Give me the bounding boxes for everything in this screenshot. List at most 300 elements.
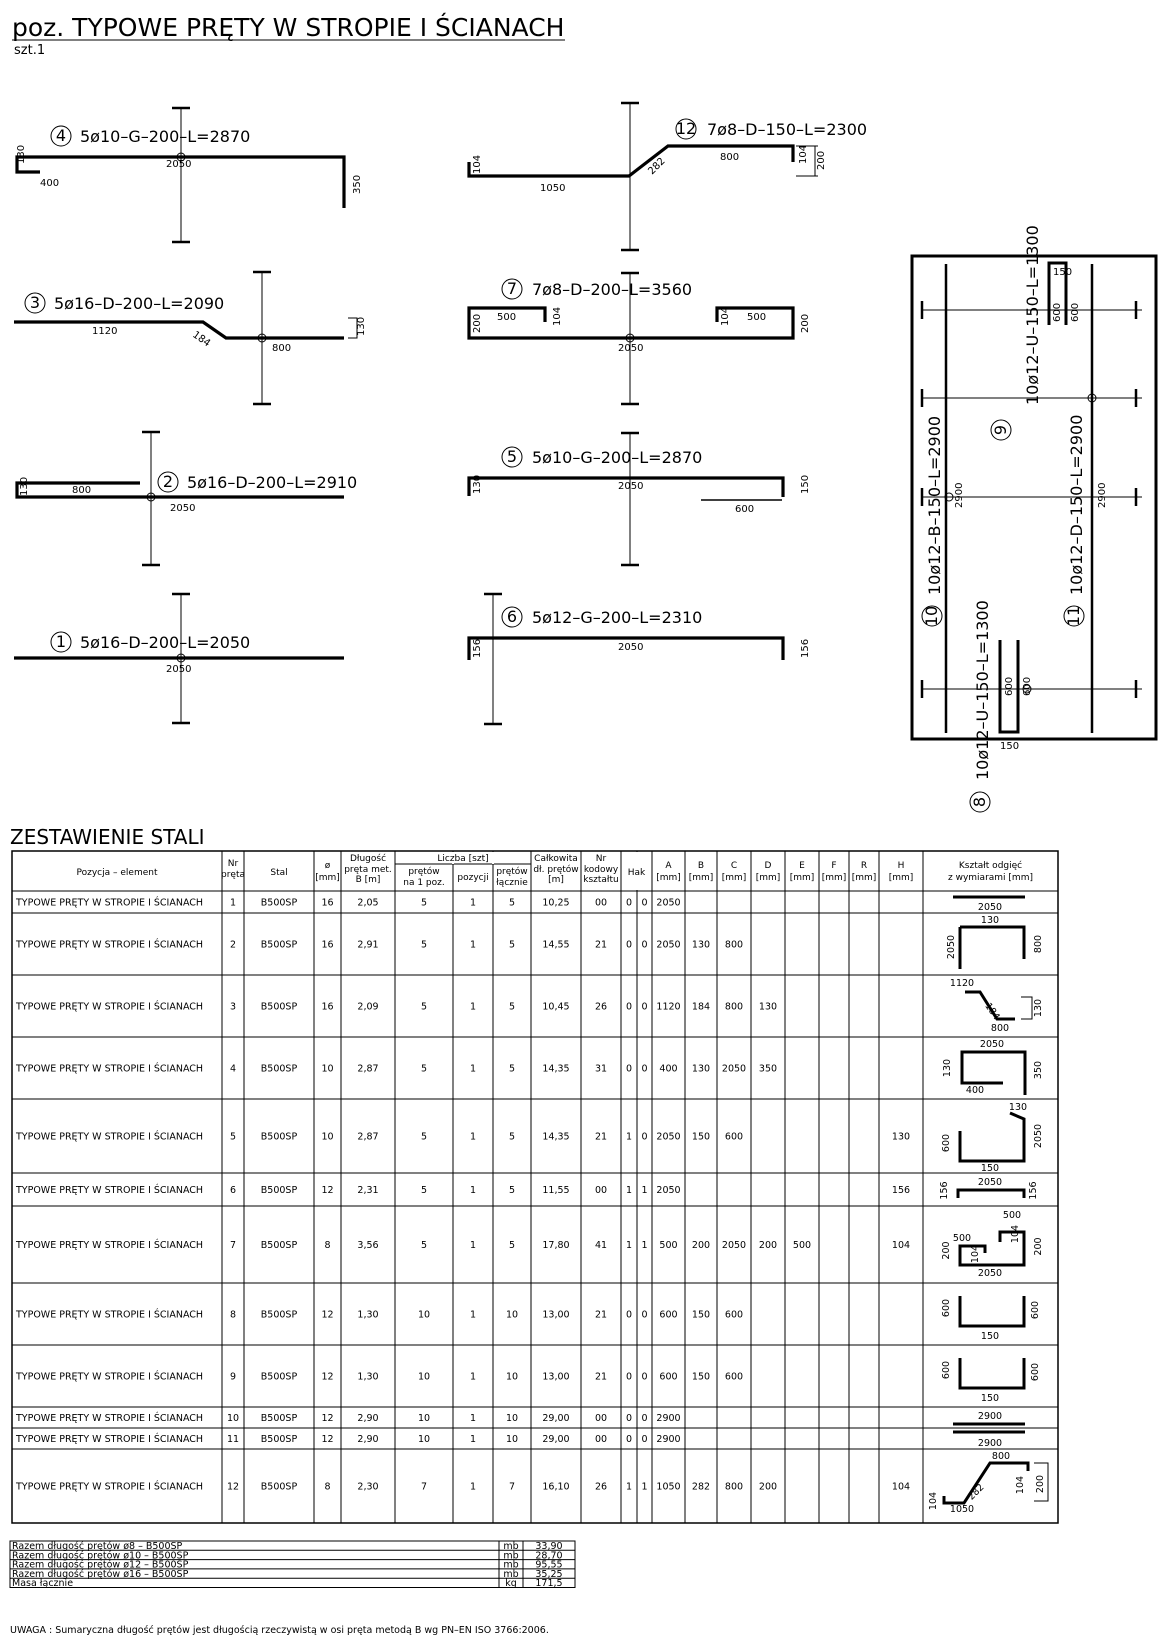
table-cell-text: Kształt odgięć bbox=[958, 861, 1023, 871]
bar-9-label: 10ø12–U–150–L=1300 bbox=[1023, 225, 1042, 405]
shape-dim: 600 bbox=[1030, 1362, 1041, 1382]
table-cell-text: 800 bbox=[724, 939, 744, 951]
table-cell-text: B500SP bbox=[260, 1434, 298, 1445]
bar-10-label: 10ø12–B–150–L=2900 bbox=[925, 415, 944, 595]
table-row bbox=[15, 915, 1044, 969]
table-cell-text: 5 bbox=[420, 939, 428, 951]
bar-5-label: 5ø10–G–200–L=2870 bbox=[532, 448, 703, 467]
summary-label: Razem długość prętów ø16 – B500SP bbox=[12, 1568, 189, 1580]
table-cell-text: 1 bbox=[229, 897, 237, 909]
table-cell-text: 400 bbox=[659, 1063, 678, 1075]
bar-12-dim: 1050 bbox=[540, 183, 566, 194]
table-cell-text: 5 bbox=[508, 1240, 516, 1251]
table-cell-text: 13,00 bbox=[542, 1371, 570, 1383]
bar-7-dim: 200 bbox=[800, 313, 811, 333]
table-cell-text: kształtu bbox=[583, 875, 619, 885]
table-row bbox=[15, 897, 1025, 914]
bar-10-dim: 2900 bbox=[954, 482, 965, 508]
table-cell-text: 150 bbox=[691, 1371, 711, 1383]
table-cell-text: B500SP bbox=[260, 897, 298, 909]
bar-3-dim: 130 bbox=[356, 316, 367, 336]
table-cell-text: 21 bbox=[594, 1371, 608, 1383]
table-cell-text: [mm] bbox=[315, 873, 340, 883]
table-cell-text: 2050 bbox=[656, 1131, 681, 1143]
table-cell-text: 0 bbox=[641, 1371, 648, 1383]
table-cell-text: B bbox=[697, 861, 705, 871]
table-cell-text: 1 bbox=[625, 1481, 633, 1493]
table-cell-text: 2,90 bbox=[357, 1413, 379, 1424]
table-cell-text: prętów bbox=[408, 867, 440, 877]
table-cell-text: [mm] bbox=[821, 873, 847, 883]
summary-unit: mb bbox=[503, 1568, 519, 1580]
shape-dim: 2050 bbox=[946, 934, 957, 960]
table-cell-text: 8 bbox=[324, 1481, 331, 1493]
table-cell-text: D bbox=[764, 861, 772, 871]
table-cell-text: TYPOWE PRĘTY W STROPIE I ŚCIANACH bbox=[16, 1185, 204, 1196]
table-cell-text: 6 bbox=[229, 1185, 237, 1196]
table-cell-text: 10 bbox=[505, 1413, 519, 1424]
table-cell-text: 0 bbox=[641, 1001, 648, 1013]
table-cell-text: Stal bbox=[270, 868, 288, 878]
table-cell-text: 10 bbox=[505, 1434, 519, 1445]
shape-dim: 2050 bbox=[979, 1039, 1005, 1050]
table-cell-text: 0 bbox=[641, 1309, 648, 1321]
table-cell-text: B500SP bbox=[260, 1371, 298, 1383]
shape-dim: 800 bbox=[990, 1023, 1010, 1034]
table-cell-text: kodowy bbox=[583, 865, 619, 875]
shape-dim: 800 bbox=[991, 1451, 1011, 1462]
table-cell-text: 00 bbox=[594, 1434, 608, 1445]
table-cell-text: 0 bbox=[625, 1371, 633, 1383]
table-cell-text: 1 bbox=[469, 1309, 477, 1321]
bar-2-dim: 800 bbox=[72, 485, 92, 496]
bar-3-number: 3 bbox=[29, 293, 41, 312]
table-row bbox=[15, 1210, 1044, 1279]
table-cell-text: 2,90 bbox=[357, 1434, 379, 1445]
table-cell-text: 5 bbox=[508, 1185, 516, 1196]
table-cell-text: 2,87 bbox=[357, 1063, 379, 1075]
bar-12-label: 7ø8–D–150–L=2300 bbox=[707, 120, 868, 139]
table-cell-text: 350 bbox=[758, 1063, 778, 1075]
bar-5-number: 5 bbox=[506, 447, 518, 466]
shape-dim: 130 bbox=[1033, 998, 1044, 1018]
bar-3-label: 5ø16–D–200–L=2090 bbox=[54, 294, 225, 313]
bar-12-dim: 104 bbox=[472, 154, 483, 174]
summary-value: 171,5 bbox=[535, 1578, 563, 1590]
bar-5-dim: 150 bbox=[800, 474, 811, 494]
bar-12-number: 12 bbox=[675, 119, 697, 138]
table-cell-text: [mm] bbox=[789, 873, 815, 883]
bar-11-label: 10ø12–D–150–L=2900 bbox=[1067, 414, 1086, 595]
table-cell-text: 5 bbox=[508, 939, 516, 951]
bar-9-dim: 150 bbox=[1053, 267, 1073, 278]
bar-5-dim: 600 bbox=[735, 504, 755, 515]
summary-unit: mb bbox=[503, 1541, 519, 1552]
table-row bbox=[15, 1102, 1044, 1174]
table-cell-text: 800 bbox=[724, 1481, 744, 1493]
table-cell-text: B500SP bbox=[260, 1309, 298, 1321]
bar-4-dim: 130 bbox=[16, 144, 27, 164]
table-cell-text: B500SP bbox=[260, 1185, 298, 1196]
bar-4-dim: 2050 bbox=[166, 159, 192, 170]
bar-4-dim: 350 bbox=[352, 174, 363, 194]
table-cell-text: 12 bbox=[321, 1371, 334, 1383]
shape-dim: 2900 bbox=[977, 1438, 1003, 1449]
bar-3-dim: 184 bbox=[190, 329, 213, 350]
table-cell-text: 5 bbox=[508, 1131, 516, 1143]
bar-3-dim: 800 bbox=[272, 343, 292, 354]
table-cell-text: 0 bbox=[625, 1434, 633, 1445]
table-cell-text: 1 bbox=[469, 1001, 477, 1013]
table-cell-text: Hak bbox=[627, 868, 646, 878]
table-cell-text: dł. prętów bbox=[533, 865, 579, 875]
table-cell-text: 29,00 bbox=[542, 1434, 570, 1445]
table-cell-text: [mm] bbox=[721, 873, 747, 883]
bar-8-dim: 150 bbox=[1000, 741, 1020, 752]
table-cell-text: 2,87 bbox=[357, 1131, 379, 1143]
table-cell-text: 0 bbox=[625, 1413, 633, 1424]
table-cell-text: 10,45 bbox=[542, 1001, 570, 1013]
table-cell-text: 2050 bbox=[656, 897, 681, 909]
shape-dim: 1120 bbox=[949, 978, 975, 989]
bar-4-number: 4 bbox=[55, 126, 67, 145]
table-cell-text: Nr bbox=[595, 854, 607, 864]
table-cell-text: 16,10 bbox=[542, 1481, 570, 1493]
table-cell-text: 10 bbox=[417, 1309, 431, 1321]
table-cell-text: TYPOWE PRĘTY W STROPIE I ŚCIANACH bbox=[16, 897, 204, 909]
table-cell-text: TYPOWE PRĘTY W STROPIE I ŚCIANACH bbox=[16, 1240, 204, 1251]
shape-dim: 282 bbox=[965, 1481, 987, 1503]
table-cell-text: 0 bbox=[625, 897, 633, 909]
table-cell-text: 1 bbox=[625, 1240, 633, 1251]
bar-8-label: 10ø12–U–150–L=1300 bbox=[973, 600, 992, 780]
table-cell-text: [mm] bbox=[755, 873, 781, 883]
table-cell-text: 1 bbox=[469, 1240, 477, 1251]
table-cell-text: 10 bbox=[505, 1309, 519, 1321]
table-cell-text: 800 bbox=[724, 1001, 744, 1013]
table-cell-text: 9 bbox=[229, 1371, 237, 1383]
sheet-header bbox=[12, 12, 565, 58]
bar-7-number: 7 bbox=[506, 279, 518, 298]
table-cell-text: 156 bbox=[891, 1185, 911, 1196]
summary-value: 95,55 bbox=[535, 1559, 563, 1571]
table-cell-text: 12 bbox=[321, 1309, 334, 1321]
table-cell-text: TYPOWE PRĘTY W STROPIE I ŚCIANACH bbox=[16, 1481, 204, 1493]
table-cell-text: TYPOWE PRĘTY W STROPIE I ŚCIANACH bbox=[16, 1063, 204, 1075]
shape-dim: 104 bbox=[1015, 1475, 1026, 1495]
table-cell-text: 2,31 bbox=[357, 1185, 379, 1196]
shape-dim: 600 bbox=[941, 1298, 952, 1318]
shape-dim: 104 bbox=[928, 1491, 939, 1511]
table-cell-text: 2,30 bbox=[357, 1481, 379, 1493]
table-cell-text: 150 bbox=[691, 1131, 711, 1143]
shape-dim: 150 bbox=[980, 1163, 1000, 1174]
table-cell-text: 10 bbox=[226, 1413, 240, 1424]
summary-unit: mb bbox=[503, 1559, 519, 1571]
shape-dim: 2050 bbox=[977, 902, 1003, 913]
shape-dim: 130 bbox=[942, 1058, 953, 1078]
table-cell-text: 0 bbox=[641, 1063, 648, 1075]
shape-dim: 400 bbox=[965, 1085, 985, 1096]
table-cell-text: 5 bbox=[508, 1063, 516, 1075]
table-row bbox=[15, 1177, 1039, 1200]
table-cell-text: 26 bbox=[594, 1481, 608, 1493]
bar-9-number: 9 bbox=[991, 424, 1010, 436]
table-cell-text: 8 bbox=[324, 1240, 331, 1251]
table-cell-text: [mm] bbox=[851, 873, 877, 883]
table-cell-text: łącznie bbox=[496, 878, 528, 888]
shape-dim: 200 bbox=[941, 1241, 952, 1260]
shape-dim: 2050 bbox=[1033, 1123, 1044, 1149]
table-cell-text: B [m] bbox=[355, 875, 381, 885]
shape-dim: 130 bbox=[1008, 1102, 1028, 1113]
table-cell-text: pręta met. bbox=[344, 865, 392, 875]
table-cell-text: 0 bbox=[641, 1413, 648, 1424]
bar-11-dim: 2900 bbox=[1097, 482, 1108, 508]
table-cell-text: 5 bbox=[420, 1001, 428, 1013]
table-cell-text: 5 bbox=[229, 1131, 237, 1143]
table-cell-text: 600 bbox=[724, 1309, 744, 1321]
table-cell-text: 16 bbox=[321, 897, 334, 909]
table-cell-text: 1 bbox=[469, 1371, 477, 1383]
table-cell-text: B500SP bbox=[260, 939, 298, 951]
table-cell-text: TYPOWE PRĘTY W STROPIE I ŚCIANACH bbox=[16, 1434, 204, 1445]
table-cell-text: 5 bbox=[420, 1185, 428, 1196]
table-cell-text: 1 bbox=[641, 1481, 648, 1493]
bar-9-dim: 600 bbox=[1070, 302, 1081, 322]
table-cell-text: z wymiarami [mm] bbox=[948, 873, 1033, 883]
table-cell-text: 2050 bbox=[656, 939, 681, 951]
table-cell-text: 13,00 bbox=[542, 1309, 570, 1321]
table-cell-text: Liczba [szt] bbox=[437, 854, 489, 864]
table-cell-text: B500SP bbox=[260, 1240, 298, 1251]
table-cell-text: TYPOWE PRĘTY W STROPIE I ŚCIANACH bbox=[16, 1413, 204, 1424]
table-cell-text: 31 bbox=[594, 1063, 608, 1075]
table-cell-text: 130 bbox=[691, 939, 711, 951]
table-cell-text: B500SP bbox=[260, 1001, 298, 1013]
summary-value: 35,25 bbox=[535, 1568, 563, 1580]
table-cell-text: F bbox=[831, 861, 837, 871]
bar-2-dim: 130 bbox=[19, 476, 30, 496]
table-cell-text: 11 bbox=[226, 1434, 240, 1445]
shape-dim: 800 bbox=[1033, 934, 1044, 954]
table-cell-text: 1 bbox=[469, 1434, 477, 1445]
table-cell-text: C bbox=[730, 861, 738, 871]
shape-dim: 2050 bbox=[977, 1268, 1003, 1279]
bar-12-dim: 282 bbox=[646, 155, 668, 178]
table-cell-text: Długość bbox=[349, 854, 387, 864]
table-cell-text: 10 bbox=[417, 1413, 431, 1424]
shape-dim: 184 bbox=[982, 1000, 1002, 1023]
table-cell-text: 1120 bbox=[656, 1001, 681, 1013]
table-cell-text: 500 bbox=[659, 1240, 678, 1251]
bar-5-dim: 130 bbox=[472, 474, 483, 494]
table-row bbox=[15, 1039, 1044, 1096]
table-cell-text: 7 bbox=[508, 1481, 516, 1493]
shape-dim: 2050 bbox=[977, 1177, 1003, 1188]
table-cell-text: 1,30 bbox=[357, 1309, 379, 1321]
table-row bbox=[15, 1432, 1025, 1449]
summary-label: Masa łącznie bbox=[12, 1578, 74, 1590]
shape-dim: 1050 bbox=[949, 1504, 975, 1515]
shape-dim: 104 bbox=[970, 1244, 981, 1264]
table-cell-text: 29,00 bbox=[542, 1413, 570, 1424]
table-cell-text: 5 bbox=[420, 897, 428, 909]
table-cell-text: 200 bbox=[758, 1481, 778, 1493]
table-cell-text: TYPOWE PRĘTY W STROPIE I ŚCIANACH bbox=[16, 1309, 204, 1321]
bar-6-label: 5ø12–G–200–L=2310 bbox=[532, 608, 703, 627]
bar-2-dim: 2050 bbox=[170, 503, 196, 514]
table-cell-text: 0 bbox=[641, 939, 648, 951]
shape-dim: 130 bbox=[980, 915, 1000, 926]
table-cell-text: 12 bbox=[321, 1434, 334, 1445]
shape-dim: 600 bbox=[941, 1133, 952, 1153]
bar-6-dim: 156 bbox=[800, 638, 811, 658]
table-cell-text: 12 bbox=[321, 1413, 334, 1424]
bar-7-dim: 104 bbox=[552, 306, 563, 326]
table-cell-text: 0 bbox=[641, 1131, 648, 1143]
bar-10-number: 10 bbox=[922, 605, 941, 627]
summary-table bbox=[10, 1541, 575, 1589]
shape-dim: 200 bbox=[1033, 1237, 1044, 1256]
table-cell-text: 2050 bbox=[721, 1240, 747, 1251]
table-cell-text: 10 bbox=[417, 1434, 431, 1445]
table-cell-text: Pozycja – element bbox=[76, 868, 158, 878]
table-cell-text: 00 bbox=[594, 1185, 608, 1196]
bar-6-dim: 156 bbox=[472, 638, 483, 658]
table-cell-text: TYPOWE PRĘTY W STROPIE I ŚCIANACH bbox=[16, 1371, 204, 1383]
steel-schedule-table bbox=[12, 851, 1058, 1523]
note-text: UWAGA : Sumaryczna długość prętów jest długością rzeczywistą w osi pręta metodą B wg PN–EN ISO 3766:2006. bbox=[10, 1625, 549, 1636]
table-cell-text: [mm] bbox=[688, 873, 714, 883]
table-cell-text: 200 bbox=[691, 1240, 711, 1251]
shape-dim: 156 bbox=[1028, 1181, 1039, 1200]
table-cell-text: 1 bbox=[469, 1481, 477, 1493]
bar-2-number: 2 bbox=[162, 472, 174, 491]
table-cell-text: [mm] bbox=[656, 873, 681, 883]
table-cell-text: 1050 bbox=[656, 1481, 681, 1493]
table-cell-text: 1 bbox=[625, 1185, 633, 1196]
table-cell-text: 5 bbox=[420, 1063, 428, 1075]
summary-unit: mb bbox=[503, 1550, 519, 1562]
table-cell-text: 14,35 bbox=[542, 1063, 570, 1075]
table-cell-text: 1 bbox=[469, 1413, 477, 1424]
bar-8-dim: 600 bbox=[1004, 676, 1015, 696]
table-cell-text: 184 bbox=[691, 1001, 711, 1013]
bar-7-dim: 2050 bbox=[618, 343, 644, 354]
table-cell-text: 7 bbox=[229, 1240, 237, 1251]
table-row bbox=[15, 1358, 1041, 1404]
table-cell-text: 1,30 bbox=[357, 1371, 379, 1383]
table-cell-text: 10 bbox=[505, 1371, 519, 1383]
shape-dim: 156 bbox=[939, 1181, 950, 1200]
bar-11-number: 11 bbox=[1064, 605, 1083, 627]
table-cell-text: 0 bbox=[625, 1309, 633, 1321]
table-cell-text: 200 bbox=[758, 1240, 778, 1251]
table-heading: ZESTAWIENIE STALI bbox=[10, 825, 205, 849]
sheet-title: poz. TYPOWE PRĘTY W STROPIE I ŚCIANACH bbox=[12, 13, 565, 42]
summary-value: 28,70 bbox=[535, 1550, 563, 1562]
table-cell-text: H bbox=[897, 861, 905, 871]
table-cell-text: 5 bbox=[420, 1240, 428, 1251]
table-cell-text: 5 bbox=[508, 1001, 516, 1013]
table-cell-text: 26 bbox=[594, 1001, 608, 1013]
table-cell-text: 8 bbox=[229, 1309, 237, 1321]
table-cell-text: TYPOWE PRĘTY W STROPIE I ŚCIANACH bbox=[16, 939, 204, 951]
table-cell-text: B500SP bbox=[260, 1063, 298, 1075]
table-cell-text: pozycji bbox=[457, 873, 489, 883]
table-cell-text: 2050 bbox=[721, 1063, 747, 1075]
table-cell-text: 10 bbox=[417, 1371, 431, 1383]
shape-dim: 500 bbox=[952, 1233, 972, 1244]
table-cell-text: 500 bbox=[792, 1240, 812, 1251]
table-cell-text: TYPOWE PRĘTY W STROPIE I ŚCIANACH bbox=[16, 1001, 204, 1013]
table-cell-text: 1 bbox=[469, 1185, 477, 1196]
table-cell-text: 4 bbox=[229, 1063, 237, 1075]
shape-dim: 150 bbox=[980, 1331, 1000, 1342]
table-cell-text: 104 bbox=[891, 1240, 911, 1251]
table-row bbox=[15, 1296, 1041, 1342]
table-cell-text: 3 bbox=[229, 1001, 237, 1013]
table-cell-text: E bbox=[799, 861, 805, 871]
bar-4-label: 5ø10–G–200–L=2870 bbox=[80, 127, 251, 146]
table-cell-text: ø bbox=[324, 861, 331, 871]
table-cell-text: 130 bbox=[758, 1001, 778, 1013]
table-cell-text: Nr bbox=[227, 859, 239, 869]
shape-dim: 200 bbox=[1035, 1474, 1046, 1494]
table-cell-text: 10 bbox=[321, 1063, 334, 1075]
table-cell-text: 1 bbox=[641, 1240, 648, 1251]
table-cell-text: na 1 poz. bbox=[403, 878, 445, 888]
table-cell-text: 5 bbox=[508, 897, 516, 909]
table-cell-text: 2050 bbox=[656, 1185, 681, 1196]
summary-label: Razem długość prętów ø8 – B500SP bbox=[12, 1541, 183, 1552]
table-cell-text: R bbox=[860, 861, 868, 871]
bar-2-label: 5ø16–D–200–L=2910 bbox=[187, 473, 358, 492]
table-cell-text: 600 bbox=[724, 1371, 744, 1383]
table-cell-text: 130 bbox=[691, 1063, 711, 1075]
bar-7-dim: 500 bbox=[497, 312, 517, 323]
table-cell-text: 0 bbox=[625, 939, 633, 951]
table-cell-text: 7 bbox=[420, 1481, 428, 1493]
bar-6-dim: 2050 bbox=[618, 642, 644, 653]
shape-dim: 150 bbox=[980, 1393, 1000, 1404]
bar-1-dim: 2050 bbox=[166, 664, 192, 675]
table-cell-text: 41 bbox=[594, 1240, 608, 1251]
table-cell-text: 1 bbox=[469, 1131, 477, 1143]
table-cell-text: [mm] bbox=[888, 873, 914, 883]
bar-8-number: 8 bbox=[970, 796, 989, 808]
bar-9-dim: 600 bbox=[1052, 302, 1063, 322]
table-cell-text: Całkowita bbox=[534, 854, 578, 864]
bar-1-number: 1 bbox=[55, 632, 67, 651]
table-cell-text: 21 bbox=[594, 939, 608, 951]
bar-2-drawing bbox=[17, 432, 344, 565]
bar-3-dim: 1120 bbox=[92, 326, 118, 337]
shape-dim: 350 bbox=[1033, 1060, 1044, 1080]
table-cell-text: 14,35 bbox=[542, 1131, 570, 1143]
summary-unit: kg bbox=[505, 1578, 517, 1590]
table-cell-text: 16 bbox=[321, 1001, 334, 1013]
bar-7-dim: 500 bbox=[747, 312, 767, 323]
bar-1-drawing bbox=[14, 594, 344, 723]
table-cell-text: 1 bbox=[625, 1131, 633, 1143]
table-cell-text: 1 bbox=[641, 1185, 648, 1196]
table-cell-text: 11,55 bbox=[542, 1185, 570, 1196]
table-cell-text: 2,91 bbox=[357, 939, 379, 951]
shape-dim: 600 bbox=[1030, 1300, 1041, 1320]
shape-dim: 104 bbox=[1010, 1224, 1021, 1244]
